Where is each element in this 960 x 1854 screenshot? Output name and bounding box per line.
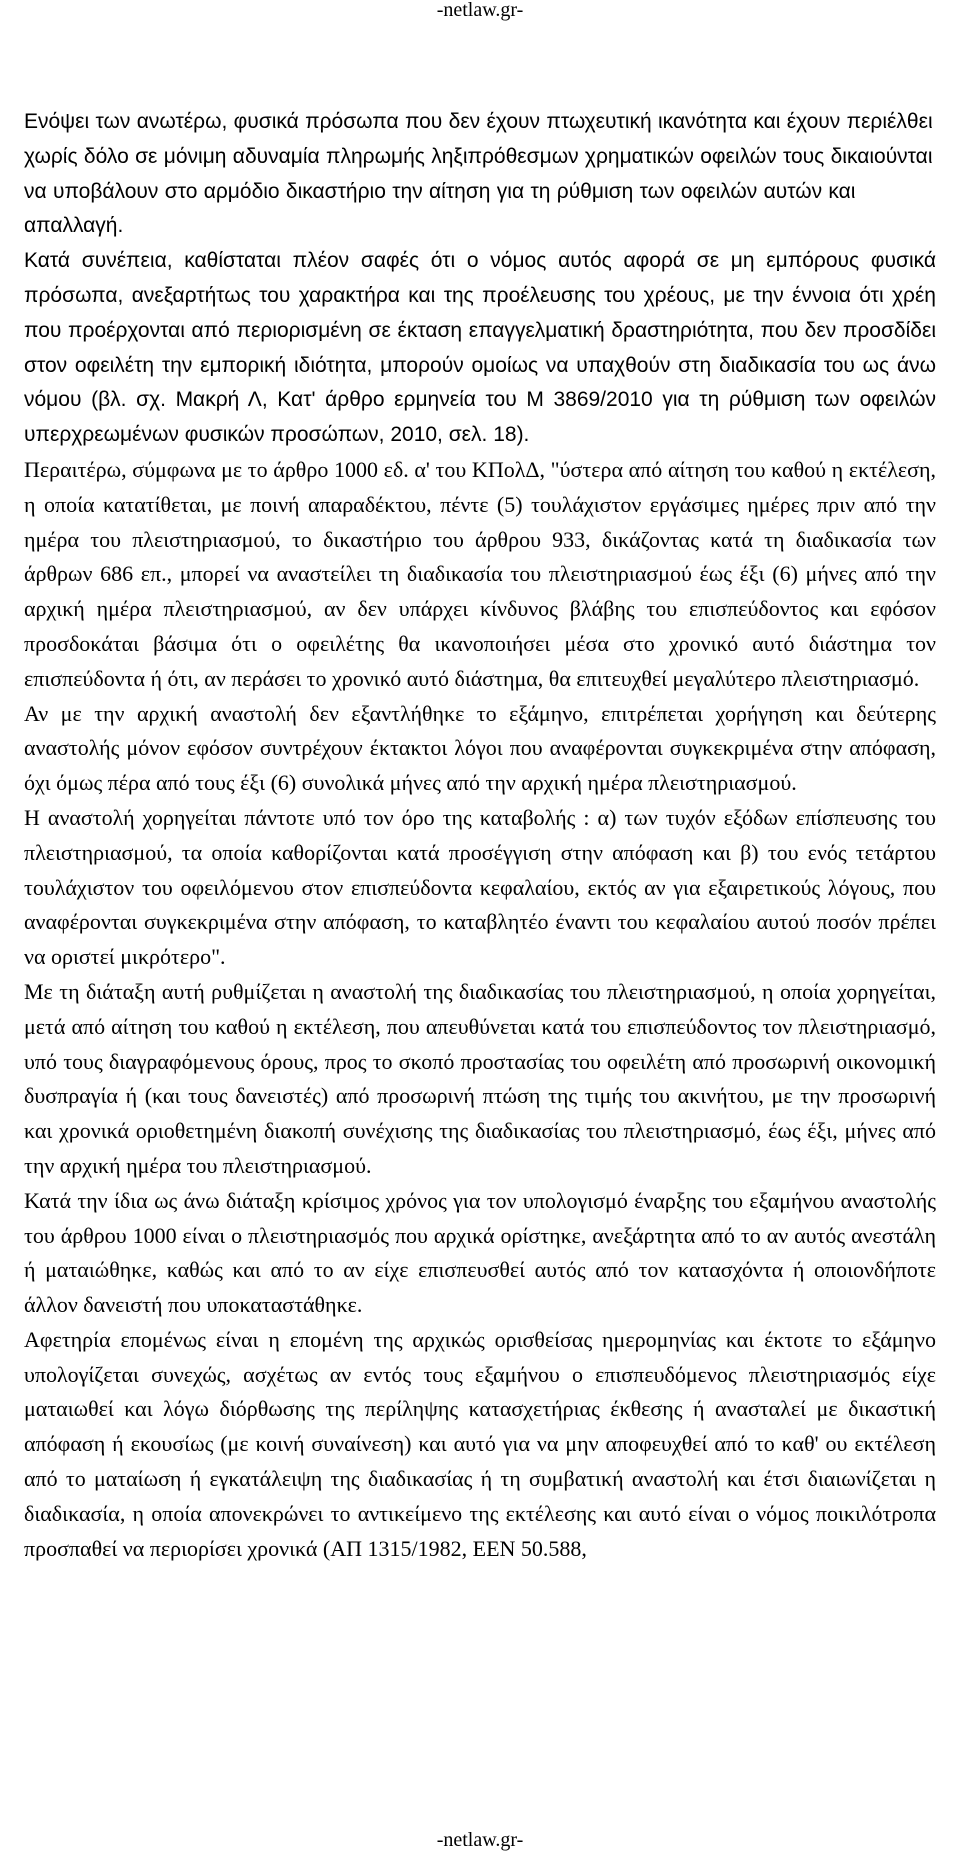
paragraph-7: Κατά την ίδια ως άνω διάταξη κρίσιμος χρόνος για τον υπολογισμό έναρξης του εξαμήνου αναστολής του άρθρου 1000 είναι ο πλειστηριασμός που αρχικά ορίστηκε, ανεξάρτητα από το αν αυτός ανεστάλη ή ματαιώθηκε, καθώς και από το αν είχε επισπευσθεί αυτός από τον κατασχόντα ή οποιονδήποτε άλλον δανειστή που υποκαταστάθηκε. — [24, 1187, 936, 1318]
page-header: -netlaw.gr- — [436, 0, 524, 21]
paragraph-8: Αφετηρία επομένως είναι η επομένη της αρχικώς ορισθείσας ημερομηνίας και έκτοτε το εξάμηνο υπολογίζεται συνεχώς, ασχέτως αν εντός τους εξαμήνου ο επισπευδόμενος πλειστηριασμός είχε ματαιωθεί και λόγω διόρθωσης της περίληψης κατασχετήριας έκθεσης ή ανασταλεί με δικαστική απόφαση ή εκουσίως (με κοινή συναίνεση) και αυτό για να μην αποφευχθεί από το καθ' ου εκτέλεση από το ματαίωση ή εγκατάλειψη της διαδικασίας ή τη συμβατική αναστολή και έτσι διαιωνίζεται η διαδικασία, η οποία απονεκρώνει το αντικείμενο της εκτέλεσης και αυτό είναι ο νόμος ποικιλότροπα προσπαθεί να περιορίσει χρονικά (ΑΠ 1315/1982, ΕΕΝ 50.588, — [24, 1326, 936, 1561]
paragraph-4: Αν με την αρχική αναστολή δεν εξαντλήθηκε το εξάμηνο, επιτρέπεται χορήγηση και δεύτερης αναστολής μόνον εφόσον συντρέχουν έκτακτοι λόγοι που αναφέρονται συγκεκριμένα στην απόφαση, όχι όμως πέρα από τους έξι (6) συνολικά μήνες από την αρχική ημέρα πλειστηριασμού. — [24, 700, 936, 796]
paragraph-1: Ενόψει των ανωτέρω, φυσικά πρόσωπα που δεν έχουν πτωχευτική ικανότητα και έχουν περιέλθει χωρίς δόλο σε μόνιμη αδυναμία πληρωμής ληξιπρόθεσμων χρηματικών οφειλών τους δικαιούνται να υποβάλουν στο αρμόδιο δικαστήριο την αίτηση για τη ρύθμιση των οφειλών αυτών και απαλλαγή. — [24, 110, 933, 238]
paragraph-3: Περαιτέρω, σύμφωνα με το άρθρο 1000 εδ. α' του ΚΠολΔ, "ύστερα από αίτηση του καθού η εκτέλεση, η οποία κατατίθεται, με ποινή απαραδέκτου, πέντε (5) τουλάχιστον εργάσιμες ημέρες πριν από την ημέρα του πλειστηριασμού, το δικαστήριο του άρθρου 933, δικάζοντας κατά τη διαδικασία των άρθρων 686 επ., μπορεί να αναστείλει τη διαδικασία του πλειστηριασμού έως έξι (6) μήνες από την αρχική ημέρα πλειστηριασμού, αν δεν υπάρχει κίνδυνος βλάβης του επισπεύδοντος και εφόσον προσδοκάται βάσιμα ότι ο οφειλέτης θα ικανοποιήσει μέσα στο χρονικό αυτό διάστημα τον επισπεύδοντα ή ότι, αν περάσει το χρονικό αυτό διάστημα, θα επιτευχθεί μεγαλύτερο πλειστηριασμό. — [24, 456, 936, 691]
paragraph-2: Κατά συνέπεια, καθίσταται πλέον σαφές ότι ο νόμος αυτός αφορά σε μη εμπόρους φυσικά πρόσωπα, ανεξαρτήτως του χαρακτήρα και της προέλευσης του χρέους, με την έννοια ότι χρέη που προέρχονται από περιορισμένη σε έκταση επαγγελματική δραστηριότητα, που δεν προσδίδει στον οφειλέτη την εμπορική ιδιότητα, μπορούν ομοίως να υπαχθούν στη διαδικασία του ως άνω νόμου (βλ. σχ. Μακρή Λ, Κατ' άρθρο ερμηνεία του Μ 3869/2010 για τη ρύθμιση των οφειλών υπερχρεωμένων φυσικών προσώπων, 2010, σελ. 18). — [24, 249, 936, 447]
paragraph-5: Η αναστολή χορηγείται πάντοτε υπό τον όρο της καταβολής : α) των τυχόν εξόδων επίσπευσης του πλειστηριασμού, τα οποία καθορίζονται κατά προσέγγιση στην απόφαση και β) του ενός τετάρτου τουλάχιστον του οφειλόμενου στον επισπεύδοντα κεφαλαίου, εκτός αν για εξαιρετικούς λόγους, που αναφέρονται συγκεκριμένα στην απόφαση, το καταβλητέο έναντι του κεφαλαίου αυτού ποσόν πρέπει να οριστεί μικρότερο". — [24, 804, 936, 970]
document-body — [24, 105, 936, 1566]
page-footer: -netlaw.gr- — [436, 1829, 524, 1851]
paragraph-6: Με τη διάταξη αυτή ρυθμίζεται η αναστολή της διαδικασίας του πλειστηριασμού, η οποία χορηγείται, μετά από αίτηση του καθού η εκτέλεση, που απευθύνεται κατά του επισπεύδοντος τον πλειστηριασμό, υπό τους διαγραφόμενους όρους, προς το σκοπό προστασίας του οφειλέτη από προσωρινή οικονομική δυσπραγία ή (και τους δανειστές) από προσωρινή πτώση της τιμής του ακινήτου, με την προσωρινή και χρονικά οριοθετημένη διακοπή συνέχισης της διαδικασίας του πλειστηριασμό, έως έξι, μήνες από την αρχική ημέρα του πλειστηριασμού. — [24, 978, 936, 1178]
